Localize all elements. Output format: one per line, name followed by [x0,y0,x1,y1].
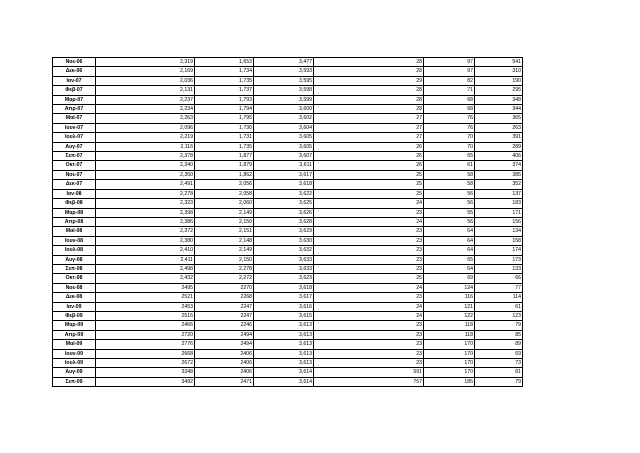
cell-value-2: 1,734 [195,67,254,76]
cell-value-5: 69 [424,274,475,283]
cell-value-6: 158 [475,236,523,245]
table-row [53,302,523,311]
cell-value-1: 2,378 [96,152,195,161]
table-row [53,208,523,217]
cell-value-2: 1,735 [195,142,254,151]
cell-value-1: 2,263 [96,114,195,123]
cell-value-4: 757 [314,377,424,386]
table-row [53,170,523,179]
cell-value-2: 2494 [195,340,254,349]
cell-value-2: 2406 [195,349,254,358]
table-row [53,152,523,161]
cell-value-1: 2,234 [96,105,195,114]
cell-value-2: 2,150 [195,217,254,226]
table-row [53,180,523,189]
cell-value-4: 591 [314,368,424,377]
cell-value-1: 2,491 [96,180,195,189]
cell-month: Ιαν-07 [53,76,96,85]
cell-value-5: 64 [424,227,475,236]
cell-value-6: 374 [475,161,523,170]
cell-value-4: 26 [314,142,424,151]
cell-value-2: 2247 [195,302,254,311]
cell-value-4: 29 [314,76,424,85]
cell-value-5: 58 [424,170,475,179]
cell-value-2: 1,795 [195,114,254,123]
cell-month: Αυγ-09 [53,368,96,377]
cell-value-1: 2,410 [96,246,195,255]
cell-value-3: 3,630 [254,236,314,245]
cell-value-5: 185 [424,377,475,386]
cell-value-2: 1,879 [195,161,254,170]
table-row [53,123,523,132]
cell-value-1: 2,350 [96,170,195,179]
cell-value-5: 170 [424,349,475,358]
cell-value-3: 3,614 [254,368,314,377]
cell-value-2: 2247 [195,311,254,320]
cell-value-5: 56 [424,189,475,198]
cell-value-6: 61 [475,302,523,311]
table-row [53,95,523,104]
cell-value-3: 3,599 [254,95,314,104]
cell-value-3: 3,633 [254,255,314,264]
cell-value-5: 68 [424,105,475,114]
table-row [53,368,523,377]
cell-value-6: 289 [475,142,523,151]
cell-value-2: 2,149 [195,208,254,217]
cell-value-6: 137 [475,189,523,198]
cell-value-6: 85 [475,330,523,339]
cell-value-1: 2,380 [96,236,195,245]
cell-value-4: 28 [314,95,424,104]
cell-value-6: 348 [475,95,523,104]
table-row [53,58,523,67]
cell-value-2: 2406 [195,368,254,377]
cell-value-2: 1,731 [195,133,254,142]
cell-value-3: 3,613 [254,321,314,330]
cell-value-1: 2,169 [96,67,195,76]
cell-value-3: 3,617 [254,293,314,302]
data-table [52,57,523,387]
table-row [53,349,523,358]
cell-value-1: 2,116 [96,142,195,151]
cell-value-4: 23 [314,255,424,264]
cell-value-6: 133 [475,264,523,273]
cell-value-6: 134 [475,227,523,236]
cell-month: Απρ-08 [53,217,96,226]
cell-value-4: 24 [314,217,424,226]
cell-value-2: 2268 [195,293,254,302]
table-row [53,255,523,264]
cell-value-5: 121 [424,302,475,311]
cell-value-2: 2,278 [195,264,254,273]
cell-value-1: 2466 [96,321,195,330]
table-row [53,161,523,170]
table-row [53,246,523,255]
cell-month: Ιουλ-07 [53,133,96,142]
table-row [53,227,523,236]
cell-value-2: 1,730 [195,123,254,132]
cell-value-5: 116 [424,293,475,302]
cell-value-5: 64 [424,246,475,255]
cell-value-2: 2,056 [195,180,254,189]
cell-value-6: 183 [475,199,523,208]
table-row [53,189,523,198]
cell-value-1: 2,432 [96,274,195,283]
cell-month: Αυγ-07 [53,142,96,151]
cell-value-3: 3,607 [254,152,314,161]
cell-value-3: 3,623 [254,274,314,283]
cell-value-6: 156 [475,217,523,226]
cell-value-4: 28 [314,58,424,67]
cell-value-6: 66 [475,274,523,283]
cell-month: Φεβ-07 [53,86,96,95]
cell-value-2: 2,058 [195,189,254,198]
cell-value-3: 3,595 [254,76,314,85]
cell-month: Οκτ-07 [53,161,96,170]
cell-value-5: 97 [424,67,475,76]
cell-value-2: 2494 [195,330,254,339]
cell-value-6: 174 [475,246,523,255]
table-row [53,199,523,208]
cell-value-4: 24 [314,311,424,320]
cell-value-1: 2,278 [96,189,195,198]
cell-value-3: 3,613 [254,340,314,349]
cell-value-4: 28 [314,67,424,76]
cell-value-6: 295 [475,86,523,95]
cell-value-6: 79 [475,321,523,330]
cell-value-4: 25 [314,274,424,283]
cell-value-3: 3,613 [254,359,314,368]
cell-month: Νοε-06 [53,58,96,67]
cell-value-5: 55 [424,208,475,217]
cell-value-3: 3,613 [254,330,314,339]
cell-value-4: 23 [314,359,424,368]
table-row [53,114,523,123]
cell-value-2: 1,737 [195,86,254,95]
cell-value-3: 3,629 [254,227,314,236]
table-row [53,359,523,368]
cell-value-5: 170 [424,368,475,377]
table-row [53,105,523,114]
cell-value-4: 27 [314,114,424,123]
cell-value-2: 2,148 [195,236,254,245]
cell-value-5: 118 [424,321,475,330]
cell-value-4: 23 [314,236,424,245]
cell-month: Απρ-09 [53,330,96,339]
cell-value-4: 23 [314,349,424,358]
cell-value-4: 23 [314,208,424,217]
cell-value-5: 58 [424,180,475,189]
cell-value-6: 352 [475,180,523,189]
cell-month: Ιουν-07 [53,123,96,132]
cell-value-4: 25 [314,180,424,189]
cell-value-1: 2776 [96,340,195,349]
cell-value-6: 123 [475,311,523,320]
cell-value-1: 2,131 [96,86,195,95]
cell-value-1: 2672 [96,359,195,368]
cell-value-6: 190 [475,76,523,85]
cell-value-1: 2,096 [96,123,195,132]
cell-value-6: 391 [475,133,523,142]
cell-value-2: 2,151 [195,227,254,236]
cell-value-5: 124 [424,283,475,292]
cell-value-1: 2453 [96,302,195,311]
cell-value-2: 2246 [195,321,254,330]
cell-value-1: 2,036 [96,76,195,85]
cell-value-2: 2471 [195,377,254,386]
table-row [53,142,523,151]
cell-value-2: 1,877 [195,152,254,161]
cell-value-1: 3348 [96,368,195,377]
table-row [53,76,523,85]
table-row [53,133,523,142]
cell-value-2: 2,272 [195,274,254,283]
cell-month: Μαρ-09 [53,321,96,330]
cell-month: Νοε-08 [53,283,96,292]
cell-value-6: 73 [475,359,523,368]
cell-value-2: 2,149 [195,246,254,255]
cell-month: Ιαν-08 [53,189,96,198]
cell-value-2: 1,794 [195,105,254,114]
cell-value-3: 3,615 [254,311,314,320]
cell-value-3: 3,633 [254,264,314,273]
cell-value-1: 2,386 [96,217,195,226]
cell-value-6: 171 [475,208,523,217]
table-row [53,86,523,95]
cell-month: Δεκ-07 [53,180,96,189]
cell-value-4: 23 [314,293,424,302]
cell-value-2: 1,653 [195,58,254,67]
cell-month: Δεκ-06 [53,67,96,76]
cell-value-3: 3,614 [254,377,314,386]
cell-value-4: 28 [314,105,424,114]
cell-value-5: 97 [424,58,475,67]
cell-value-1: 2,219 [96,133,195,142]
cell-value-2: 2270 [195,283,254,292]
cell-value-2: 2406 [195,359,254,368]
cell-value-4: 28 [314,86,424,95]
cell-value-2: 2,150 [195,255,254,264]
cell-value-6: 541 [475,58,523,67]
cell-value-5: 65 [424,152,475,161]
cell-value-5: 76 [424,114,475,123]
cell-value-5: 64 [424,264,475,273]
cell-value-6: 365 [475,114,523,123]
cell-month: Φεβ-09 [53,311,96,320]
cell-value-3: 3,600 [254,105,314,114]
cell-value-3: 3,622 [254,189,314,198]
cell-month: Οκτ-08 [53,274,96,283]
cell-value-1: 2,372 [96,227,195,236]
cell-month: Ιαν-09 [53,302,96,311]
table-row [53,330,523,339]
cell-value-1: 2,340 [96,161,195,170]
cell-month: Δεκ-08 [53,293,96,302]
cell-value-1: 2,323 [96,199,195,208]
table-row [53,293,523,302]
cell-value-1: 3492 [96,377,195,386]
cell-value-5: 76 [424,123,475,132]
cell-value-4: 27 [314,123,424,132]
cell-value-1: 2,398 [96,208,195,217]
cell-value-4: 26 [314,152,424,161]
table-row [53,67,523,76]
cell-value-6: 173 [475,255,523,264]
cell-month: Σεπ-09 [53,377,96,386]
cell-value-1: 2,498 [96,264,195,273]
cell-value-4: 27 [314,133,424,142]
cell-value-1: 2516 [96,311,195,320]
cell-value-2: 2,060 [195,199,254,208]
cell-value-4: 23 [314,321,424,330]
cell-value-5: 56 [424,217,475,226]
cell-value-5: 61 [424,161,475,170]
cell-value-5: 118 [424,330,475,339]
cell-month: Μαϊ-09 [53,340,96,349]
table-row [53,311,523,320]
cell-value-3: 3,613 [254,349,314,358]
table-row [53,321,523,330]
cell-month: Μαϊ-07 [53,114,96,123]
cell-value-4: 24 [314,302,424,311]
cell-value-5: 170 [424,359,475,368]
cell-value-3: 3,593 [254,67,314,76]
table-row [53,283,523,292]
cell-value-3: 3,602 [254,114,314,123]
cell-value-3: 3,628 [254,217,314,226]
cell-value-4: 25 [314,170,424,179]
cell-value-6: 77 [475,283,523,292]
cell-month: Φεβ-08 [53,199,96,208]
cell-month: Μαρ-08 [53,208,96,217]
cell-value-5: 71 [424,86,475,95]
cell-value-1: 2521 [96,293,195,302]
cell-value-6: 385 [475,170,523,179]
cell-value-4: 23 [314,340,424,349]
cell-value-4: 23 [314,330,424,339]
cell-month: Ιουλ-08 [53,246,96,255]
cell-value-3: 3,626 [254,208,314,217]
cell-value-5: 64 [424,236,475,245]
cell-value-1: 2,237 [96,95,195,104]
cell-value-6: 81 [475,368,523,377]
cell-value-5: 56 [424,199,475,208]
cell-value-5: 70 [424,133,475,142]
cell-value-4: 24 [314,199,424,208]
cell-value-4: 23 [314,264,424,273]
cell-value-6: 406 [475,152,523,161]
cell-value-5: 68 [424,95,475,104]
cell-value-3: 3,616 [254,302,314,311]
cell-value-4: 23 [314,227,424,236]
cell-value-6: 114 [475,293,523,302]
cell-value-2: 1,735 [195,76,254,85]
table-row [53,274,523,283]
cell-value-6: 263 [475,123,523,132]
cell-value-6: 344 [475,105,523,114]
cell-month: Μαρ-07 [53,95,96,104]
cell-value-3: 3,605 [254,142,314,151]
table-row [53,217,523,226]
table-row [53,236,523,245]
cell-value-6: 89 [475,340,523,349]
cell-month: Μαϊ-08 [53,227,96,236]
cell-value-3: 3,617 [254,170,314,179]
cell-month: Νοε-07 [53,170,96,179]
cell-value-5: 65 [424,255,475,264]
cell-value-3: 3,618 [254,283,314,292]
cell-value-5: 70 [424,142,475,151]
cell-month: Ιουν-08 [53,236,96,245]
cell-value-1: 2,319 [96,58,195,67]
cell-month: Αυγ-08 [53,255,96,264]
table-row [53,340,523,349]
table-body [53,58,523,387]
cell-month: Ιουν-09 [53,349,96,358]
cell-value-3: 3,598 [254,86,314,95]
cell-value-3: 3,605 [254,133,314,142]
cell-month: Σεπ-08 [53,264,96,273]
cell-value-3: 3,604 [254,123,314,132]
table-row [53,264,523,273]
cell-value-1: 2668 [96,349,195,358]
cell-value-4: 26 [314,161,424,170]
cell-value-2: 1,793 [195,95,254,104]
cell-value-1: 2,411 [96,255,195,264]
cell-value-1: 2720 [96,330,195,339]
cell-value-6: 79 [475,377,523,386]
cell-value-6: 310 [475,67,523,76]
cell-value-3: 3,632 [254,246,314,255]
cell-value-4: 25 [314,189,424,198]
table-row [53,377,523,386]
cell-value-2: 1,862 [195,170,254,179]
cell-value-6: 69 [475,349,523,358]
cell-value-5: 122 [424,311,475,320]
cell-month: Απρ-07 [53,105,96,114]
cell-value-5: 82 [424,76,475,85]
cell-value-4: 24 [314,283,424,292]
cell-value-1: 2495 [96,283,195,292]
cell-month: Σεπ-07 [53,152,96,161]
cell-value-3: 3,625 [254,199,314,208]
cell-value-3: 3,618 [254,180,314,189]
cell-month: Ιουλ-09 [53,359,96,368]
cell-value-3: 3,477 [254,58,314,67]
cell-value-4: 23 [314,246,424,255]
cell-value-5: 170 [424,340,475,349]
cell-value-3: 3,611 [254,161,314,170]
